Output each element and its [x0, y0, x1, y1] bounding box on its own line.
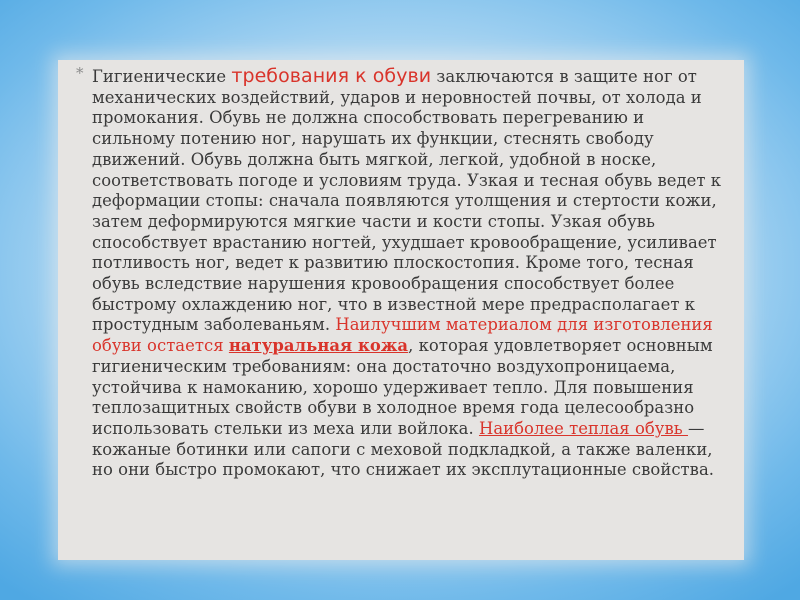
highlight-warmest-shoes: Наиболее теплая обувь [478, 418, 688, 438]
highlight-shoe-requirements: требования к обуви [231, 65, 432, 87]
bullet-marker: * [76, 64, 84, 82]
text-main: заключаются в защите ног от механических воздействий, ударов и неровностей почвы, от холода и промокания. Обувь не должна способствовать перегреванию и сильному потению ног, нарушать их функции, стеснять свободу движений. Обувь должна быть мягкой, легкой, удобной в носке, соответствовать погоде и условиям труда. Узкая и тесная обувь ведет к деформации стопы: сначала появляются утолщения и стертости кожи, затем деформируются мягкие части и кости стопы. Узкая обувь способствует врастанию ногтей, ухудшает кровообращение, усиливает потливость ног, ведет к развитию плоскостопия. Кроме того, тесная обувь вследствие нарушения кровообращения способствует более быстрому охлаждению ног, что в известной мере предрасполагает к простудным заболеваньям. [92, 67, 722, 335]
text-leather-properties: , которая удовлетворяет основным гигиеническим требованиям: она достаточно воздухопроницаема, устойчива к намоканию, хорошо удерживает тепло. Для повышения теплозащитных свойств обуви в холодное время года целесообразно использовать стельки из меха или войлока. [92, 336, 713, 438]
body-paragraph [92, 66, 732, 481]
text-conclusion: — кожаные ботинки или сапоги с меховой подкладкой, а также валенки, но они быстро промокают, что снижает их эксплутационные свойства. [92, 418, 715, 480]
highlight-best-material: Наилучшим материалом для изготовления обуви остается [92, 315, 713, 356]
highlight-natural-leather: натуральная кожа [228, 336, 409, 356]
text-intro: Гигиенические [92, 67, 232, 86]
